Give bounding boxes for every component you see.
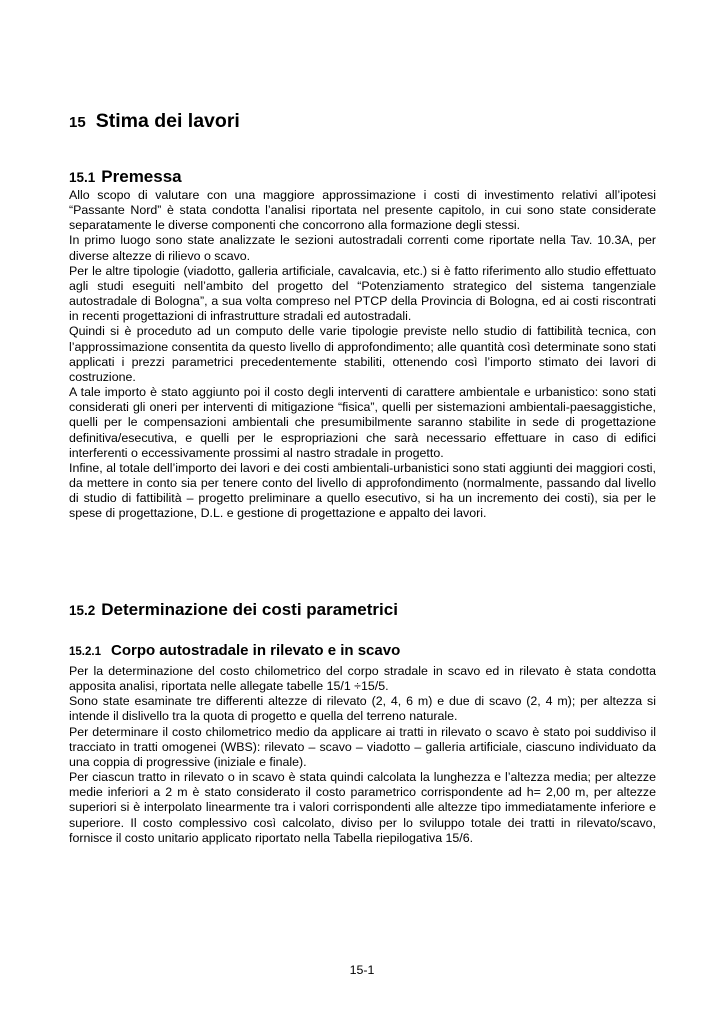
paragraph: A tale importo è stato aggiunto poi il costo degli interventi di carattere ambientale e urbanistico: sono stati considerati gli oneri per interventi di mitigazione “fisica”, quelli per sistemazioni ambientali-paesaggistiche, quelli per le compensazioni ambientali che presumibilmente saranno stabilite in sede di progettazione definitiva/esecutiva, e quelli per le espropriazioni che sarà necessario effettuare in caso di edifici interferenti o eccessivamente prossimi al nastro stradale in progetto. <box>69 385 656 460</box>
chapter-heading <box>69 98 240 135</box>
paragraph: Per determinare il costo chilometrico medio da applicare ai tratti in rilevato o scavo è stato poi suddiviso il tracciato in tratti omogenei (WBS): rilevato – scavo – viadotto – galleria artificiale, ciascuno individuato da una coppia di progressive (iniziale e finale). <box>69 724 656 769</box>
subsection-title: Corpo autostradale in rilevato e in scavo <box>110 642 401 659</box>
paragraph: Quindi si è proceduto ad un computo delle varie tipologie previste nello studio di fattibilità tecnica, con l’approssimazione consentita da questo livello di approfondimento; alle quantità così determinate sono stati applicati i prezzi parametrici precedentemente stabiliti, ottenendo così l’importo stimato dei lavori di costruzione. <box>69 324 656 384</box>
paragraph: In primo luogo sono state analizzate le sezioni autostradali correnti come riportate nella Tav. 10.3A, per diverse altezze di rilievo o scavo. <box>69 233 656 263</box>
section-heading-costi-parametrici <box>69 594 398 622</box>
subsection-number: 15.2.1 <box>69 646 101 658</box>
paragraph: Per le altre tipologie (viadotto, galleria artificiale, cavalcavia, etc.) si è fatto riferimento allo studio effettuato agli studi eseguiti nell’ambito del progetto del “Potenziamento strategico del sistema tangenziale autostradale di Bologna”, a sua volta compreso nel PTCP della Provincia di Bologna, ed ai costi riscontrati in recenti progettazioni di infrastrutture stradali ed autostradali. <box>69 263 656 324</box>
paragraph: Per ciascun tratto in rilevato o in scavo è stata quindi calcolata la lunghezza e l’altezza media; per altezze medie inferiori a 2 m è stato considerato il costo parametrico corrispondente ad h= 2,00 m, per altezze superiori si è interpolato linearmente tra i valori corrispondenti alle altezze tipo immediatamente inferiore e superiore. Il costo complessivo così calcolato, diviso per lo sviluppo totale dei tratti in rilevato/scavo, fornisce il costo unitario applicato riportato nella Tabella riepilogativa 15/6. <box>69 770 656 845</box>
section-body-premessa <box>69 188 656 521</box>
paragraph: Per la determinazione del costo chilometrico del corpo stradale in scavo ed in rilevato è stata condotta apposita analisi, riportata nelle allegate tabelle 15/1 ÷15/5. <box>69 664 656 694</box>
section-title: Premessa <box>101 167 182 186</box>
section-heading-premessa <box>69 161 182 189</box>
page-number: 15-1 <box>349 963 375 977</box>
paragraph: Infine, al totale dell’importo dei lavori e dei costi ambientali-urbanistici sono stati aggiunti dei maggiori costi, da mettere in conto sia per tenere conto del livello di approfondimento (normalmente, passando dal livello di studio di fattibilità – progetto preliminare a quello esecutivo, si ha un incremento dei costi), sia per le spese di progettazione, D.L. e gestione di progettazione e appalto dei lavori. <box>69 460 656 521</box>
subsection-body-corpo-autostradale <box>69 664 656 846</box>
paragraph: Allo scopo di valutare con una maggiore approssimazione i costi di investimento relativi all’ipotesi “Passante Nord” è stata condotta l’analisi riportata nel presente capitolo, in cui sono state considerate separatamente le diverse componenti che concorrono alla formazione degli stessi. <box>69 188 656 233</box>
paragraph: Sono state esaminate tre differenti altezze di rilevato (2, 4, 6 m) e due di scavo (2, 4 m); per altezza si intende il dislivello tra la quota di progetto e quella del terreno naturale. <box>69 694 656 724</box>
subsection-heading-corpo-autostradale <box>69 638 400 660</box>
chapter-number: 15 <box>69 114 86 131</box>
section-number: 15.2 <box>69 603 96 618</box>
section-number: 15.1 <box>69 170 96 185</box>
chapter-title: Stima dei lavori <box>95 110 240 132</box>
section-title: Determinazione dei costi parametrici <box>101 600 398 619</box>
